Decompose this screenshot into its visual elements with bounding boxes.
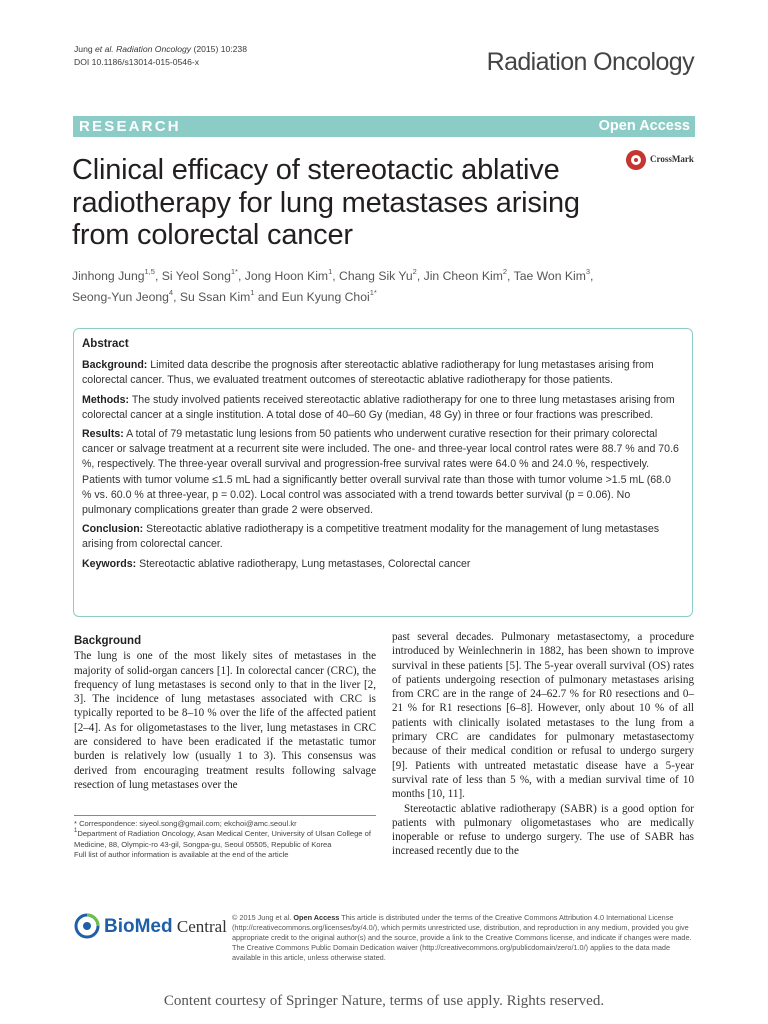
author-affiliation-sup: 2 [412,267,417,276]
citation-header [74,43,247,68]
abstract-background [82,358,682,388]
doi[interactable]: DOI 10.1186/s13014-015-0546-x [74,56,200,67]
citation-line [74,43,247,56]
section-heading-background: Background [74,635,142,647]
author-name: Si Yeol Song [161,269,231,283]
correspondence: * Correspondence: siyeol.song@gmail.com; ekchoi@amc.seoul.kr [74,819,297,828]
license-prefix: © 2015 Jung et al. [232,913,294,922]
biomed-central-icon [74,913,100,939]
license-text [232,913,698,963]
author-affiliation-sup: 1* [230,267,238,276]
author-affiliation-sup: 1 [250,288,255,297]
crossmark-icon [626,150,646,170]
open-access-label: Open Access [598,118,690,134]
affiliation [74,829,384,850]
author-name: Tae Won Kim [513,269,586,283]
abstract-results [82,427,682,518]
body-paragraph: past several decades. Pulmonary metastasectomy, a procedure introduced by Weinlechnerin in 1882, has been shown to improve survival in these patients [5]. The 5-year overall survival (OS) rates of patients undergoing resection of pulmonary metastases arising from CRC are in the range of 24–62.7 % for R0 resections and 0–21 % for R1 resections [6–8]. However, only about 10 % of all patients with clinically isolated metastases to the lung from a primary CRC are candidates for pulmonary metastasectomy because of their medical condition or refusal to undergo surgery [9]. Patients with untreated metastatic disease have a 5-year survival rate of less than 5 %, with a median survival time of 10 months [10, 11]. [392,631,694,801]
author-name: Seong-Yun Jeong [72,290,169,304]
citation-etal: et al. [95,44,114,54]
body-column-left [74,634,376,792]
author-list: Jinhong Jung$^{1,5}$, Si Yeol Song$^{1*}$, Jong Hoon Kim$^1$, Chang Sik Yu$^2$, Jin Cheon Kim$^2$, Tae Won Kim$^3$, Seong-Yun Jeong$^4$, Su Ssan Kim$^1$ and Eun Kyung Choi$^{1*}$ [72,267,594,304]
author-name: Jin Cheon Kim [423,269,503,283]
journal-name: Radiation Oncology [486,48,694,76]
abstract-text: A total of 79 metastatic lung lesions from 50 patients who underwent curative resection for their primary colorectal cancer or salvage treatment at a recurrent site were included. The one- and three-year local control rates were 88.7 % and 70.6 %, respectively. The three-year overall survival and progression-free survival rates were 64.0 % and 24.0 %, respectively. Patients with tumor volume ≤1.5 mL had a significantly better overall survival rate than those with tumor volume >1.5 mL (68.0 % vs. 60.0 % at three-year, p = 0.02). Local control was associated with a trend towards better survival (p = 0.06). No pulmonary complications greater than grade 2 were observed. [82,428,679,517]
body-paragraph: Stereotactic ablative radiotherapy (SABR) is a good option for patients with pulmonary oligometastases who are medically inoperable or refuse to undergo surgery. The use of SABR has increased recently due to the [392,802,694,858]
courtesy-notice: Content courtesy of Springer Nature, terms of use apply. Rights reserved. [163,993,605,1009]
citation-journal: Radiation Oncology [116,44,192,54]
citation-volume: (2015) 10:238 [191,44,247,54]
license-body: This article is distributed under the terms of the Creative Commons Attribution 4.0 International License (http://creativecommons.org/licenses/by/4.0/), which permits unrestricted use, distribution, and reproduction in any medium, provided you give appropriate credit to the original author(s) and the source, provide a link to the Creative Commons license, and indicate if changes were made. The Creative Commons Public Domain Dedication waiver (http://creativecommons.org/publicdomain/zero/1.0/) applies to the data made available in this article, unless otherwise stated. [232,913,692,962]
body-paragraph: The lung is one of the most likely sites of metastases in the majority of solid-organ cancers [1]. In colorectal cancer (CRC), the frequency of lung metastases is second only to that in the liver [2, 3]. The incidence of lung metastases associated with CRC is typically reported to be 8–10 % over the life of the affected patient [2–4]. As for oligometastases to the liver, lung metastases in CRC are considered to have been eradicated if the metastatic tumor burden is relatively low (usually 1 to 3). This consensus was derived from encouraging treatment results following salvage resection of lung metastases over the [74,650,376,791]
author-affiliation-sup: 4 [168,288,174,297]
footnotes [74,819,384,860]
abstract-label: Methods: [82,393,130,406]
author-affiliation-sup: 3 [585,267,591,276]
publisher-name-rest: Central [172,917,227,936]
crossmark-label: CrossMark [650,154,694,164]
abstract-label: Background: [82,359,148,372]
license-open-access: Open Access [293,913,340,922]
abstract-text: Stereotactic ablative radiotherapy is a competitive treatment modality for the management of lung metastases arising from colorectal cancer. [82,523,660,551]
author-affiliation-sup: 1* [369,288,377,297]
author-name: Eun Kyung Choi [281,290,370,304]
abstract-text: Limited data describe the prognosis after stereotactic ablative radiotherapy for lung metastases arising from colorectal cancer. Thus, we evaluated treatment outcomes of stereotactic ablative radiotherapy for those patients. [82,359,654,387]
abstract-heading: Abstract [82,338,129,350]
publisher-name-bold: BioMed [104,916,173,937]
author-name: Su Ssan Kim [179,290,251,304]
abstract-methods [82,393,682,423]
article-type-bar [73,116,695,137]
footnote-divider [74,815,376,816]
abstract-label: Keywords: [82,557,137,570]
abstract-text: Stereotactic ablative radiotherapy, Lung metastases, Colorectal cancer [136,557,471,570]
article-title: Clinical efficacy of stereotactic ablative radiotherapy for lung metastases arising from colorectal cancer [72,154,580,251]
abstract-label: Conclusion: [82,523,144,536]
author-name: Chang Sik Yu [339,269,413,283]
author-affiliation-sup: 1,5 [144,267,155,276]
author-name: Jinhong Jung [72,269,145,283]
affiliation-text: Department of Radiation Oncology, Asan Medical Center, University of Ulsan College of Medicine, 88, Olympic-ro 43-gil, Songpa-gu, Seoul 05505, Republic of Korea [74,829,371,849]
publisher-name [104,916,227,938]
abstract-box [73,328,693,617]
author-affiliation-sup: 2 [502,267,508,276]
article-type-label: RESEARCH [79,118,181,135]
author-affiliation-sup: 1 [328,267,333,276]
abstract-conclusion [82,522,682,552]
abstract-keywords [82,557,682,572]
abstract-label: Results: [82,428,124,441]
affiliation-sup: 1 [74,828,78,835]
author-name: Jong Hoon Kim [244,269,329,283]
full-list-note: Full list of author information is available at the end of the article [74,849,289,859]
abstract-text: The study involved patients received stereotactic ablative radiotherapy for one to three lung metastases arising from colorectal cancer at a single institution. A total dose of 40–60 Gy (median, 48 Gy) in three or four fractions was prescribed. [82,393,675,421]
crossmark-badge[interactable] [626,150,696,172]
citation-authors: Jung [74,44,93,54]
body-column-right [392,630,694,859]
